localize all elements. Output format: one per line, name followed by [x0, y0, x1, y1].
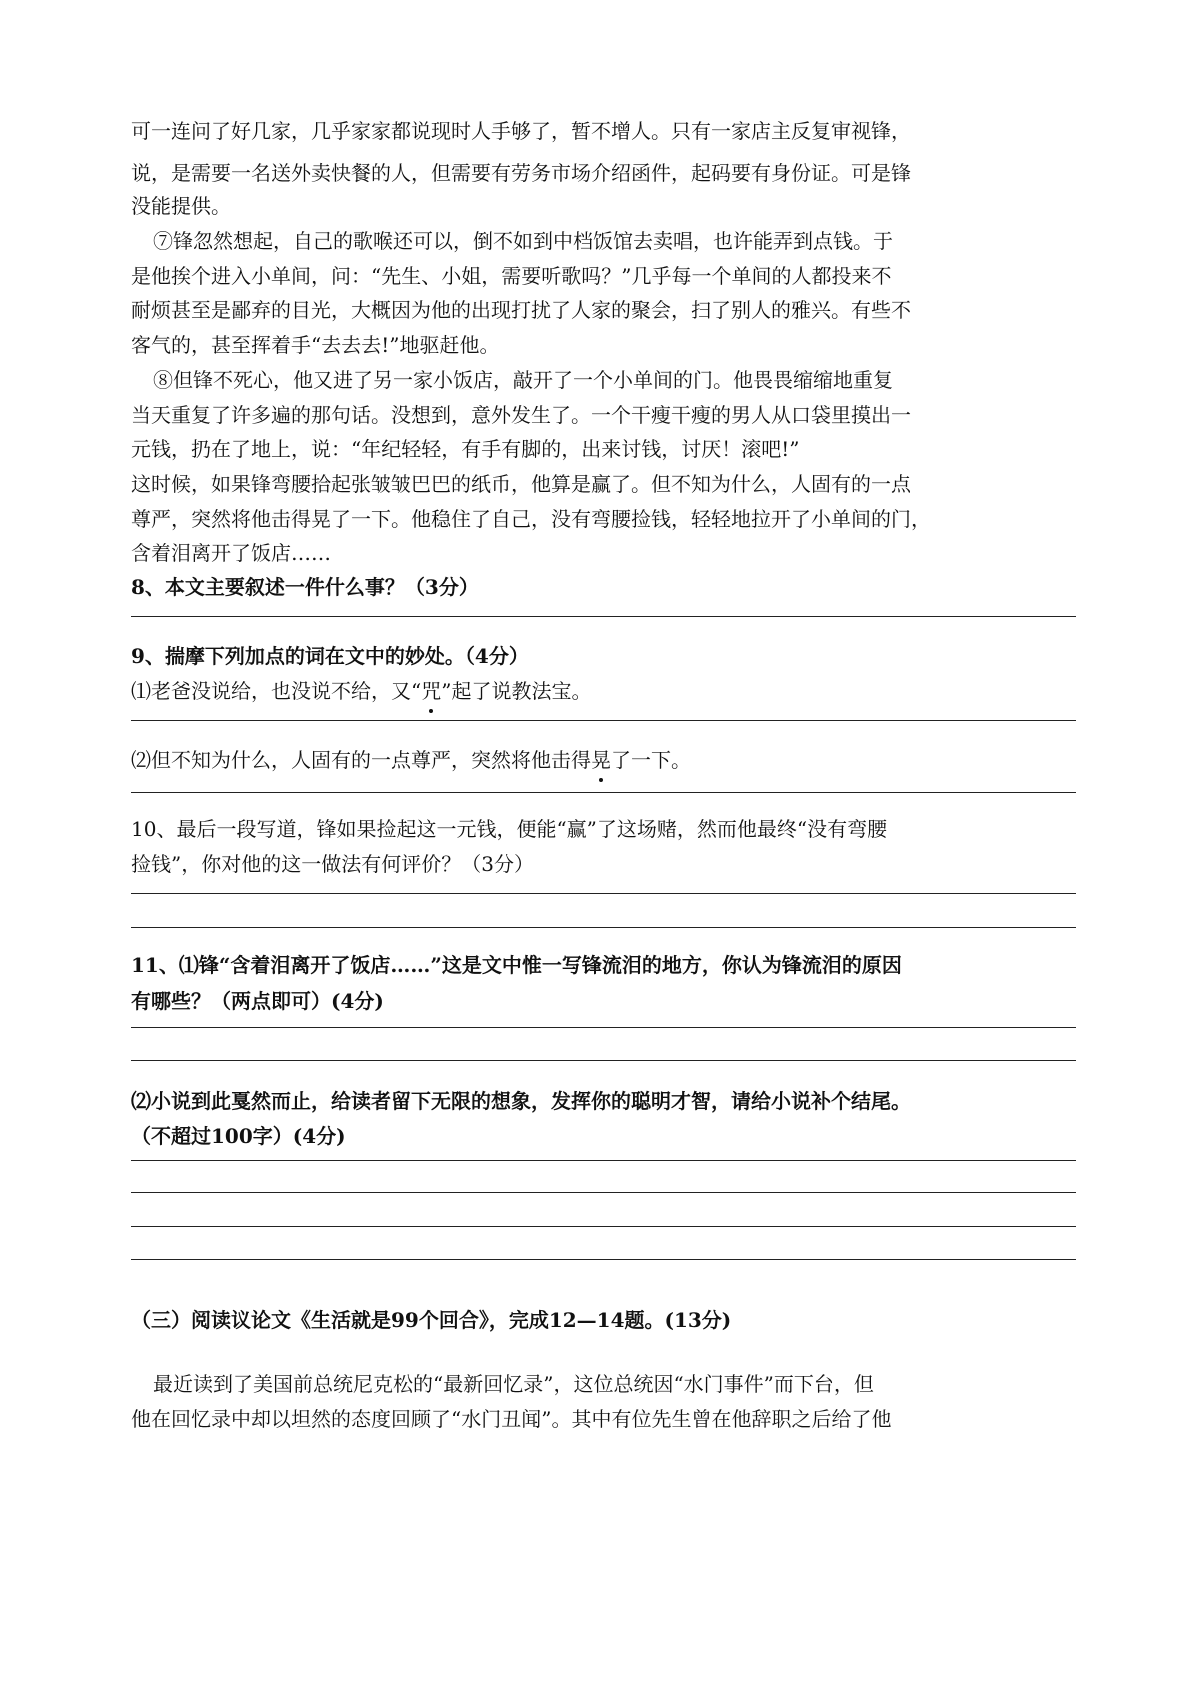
- dotted-word: [421, 677, 441, 705]
- answer-line: [131, 1060, 1076, 1061]
- story-paragraph-7-start: ⑦锋忽然想起，自己的歌喉还可以，倒不如到中档饭馆去卖唱，也许能弄到点钱。于: [153, 229, 893, 253]
- dotted-word: [591, 746, 611, 774]
- q9-1-dotted: 咒: [421, 679, 442, 703]
- answer-line: [131, 720, 1076, 721]
- question-11-1-cont: 有哪些？（两点即可）(4分): [131, 989, 384, 1013]
- question-9-item-1: [131, 677, 591, 705]
- story-line: 说，是需要一名送外卖快餐的人，但需要有劳务市场介绍函件，起码要有身份证。可是锋: [131, 161, 911, 185]
- q9-1-after: ”起了说教法宝。: [441, 679, 592, 703]
- story-line: 客气的，甚至挥着手“去去去!”地驱赶他。: [131, 333, 500, 357]
- question-11-2: ⑵小说到此戛然而止，给读者留下无限的想象，发挥你的聪明才智，请给小说补个结尾。: [131, 1089, 911, 1113]
- answer-line: [131, 1192, 1076, 1193]
- question-10: 10、最后一段写道，锋如果捡起这一元钱，便能“赢”了这场赌，然而他最终“没有弯腰: [131, 817, 888, 841]
- q9-1-before: ⑴老爸没说给，也没说不给，又“: [131, 679, 422, 703]
- story-line: 元钱，扔在了地上，说：“年纪轻轻，有手有脚的，出来讨钱，讨厌！滚吧!”: [131, 437, 800, 461]
- emphasis-dot: [599, 778, 603, 782]
- question-10-cont: 捡钱”，你对他的这一做法有何评价？（3分）: [131, 852, 534, 876]
- story-line: 没能提供。: [131, 194, 231, 218]
- story-line: 尊严，突然将他击得晃了一下。他稳住了自己，没有弯腰捡钱，轻轻地拉开了小单间的门，: [131, 507, 931, 531]
- question-9-item-2: [131, 746, 691, 774]
- story-line: 含着泪离开了饭店……: [131, 541, 331, 565]
- answer-line: [131, 1259, 1076, 1260]
- story-line: 可一连问了好几家，几乎家家都说现时人手够了，暂不增人。只有一家店主反复审视锋，: [131, 119, 911, 143]
- story-line: 耐烦甚至是鄙弃的目光，大概因为他的出现打扰了人家的聚会，扫了别人的雅兴。有些不: [131, 298, 911, 322]
- story-line: 当天重复了许多遍的那句话。没想到，意外发生了。一个干瘦干瘦的男人从口袋里摸出一: [131, 403, 911, 427]
- question-8: 8、本文主要叙述一件什么事？（3分）: [131, 575, 479, 599]
- emphasis-dot: [429, 709, 433, 713]
- answer-line: [131, 616, 1076, 617]
- q9-2-after: 了一下。: [611, 748, 691, 772]
- section-3-para-line: 他在回忆录中却以坦然的态度回顾了“水门丑闻”。其中有位先生曾在他辞职之后给了他: [131, 1407, 892, 1431]
- question-11-1: 11、⑴锋“含着泪离开了饭店……”这是文中惟一写锋流泪的地方，你认为锋流泪的原因: [131, 953, 902, 977]
- story-line: 是他挨个进入小单间，问：“先生、小姐，需要听歌吗？”几乎每一个单间的人都投来不: [131, 264, 892, 288]
- question-11-2-cont: （不超过100字）(4分): [131, 1124, 346, 1148]
- section-3-para-start: 最近读到了美国前总统尼克松的“最新回忆录”，这位总统因“水门事件”而下台，但: [153, 1372, 874, 1396]
- section-3-heading: （三）阅读议论文《生活就是99个回合》，完成12—14题。(13分): [131, 1308, 732, 1332]
- answer-line: [131, 893, 1076, 894]
- q9-2-dotted: 晃: [591, 748, 611, 772]
- answer-line: [131, 927, 1076, 928]
- story-paragraph-8-start: ⑧但锋不死心，他又进了另一家小饭店，敲开了一个小单间的门。他畏畏缩缩地重复: [153, 368, 893, 392]
- question-9: 9、揣摩下列加点的词在文中的妙处。（4分）: [131, 644, 529, 668]
- q9-2-before: ⑵但不知为什么，人固有的一点尊严，突然将他击得: [131, 748, 591, 772]
- answer-line: [131, 1160, 1076, 1161]
- answer-line: [131, 1027, 1076, 1028]
- story-line: 这时候，如果锋弯腰拾起张皱皱巴巴的纸币，他算是赢了。但不知为什么，人固有的一点: [131, 472, 911, 496]
- answer-line: [131, 1226, 1076, 1227]
- answer-line: [131, 792, 1076, 793]
